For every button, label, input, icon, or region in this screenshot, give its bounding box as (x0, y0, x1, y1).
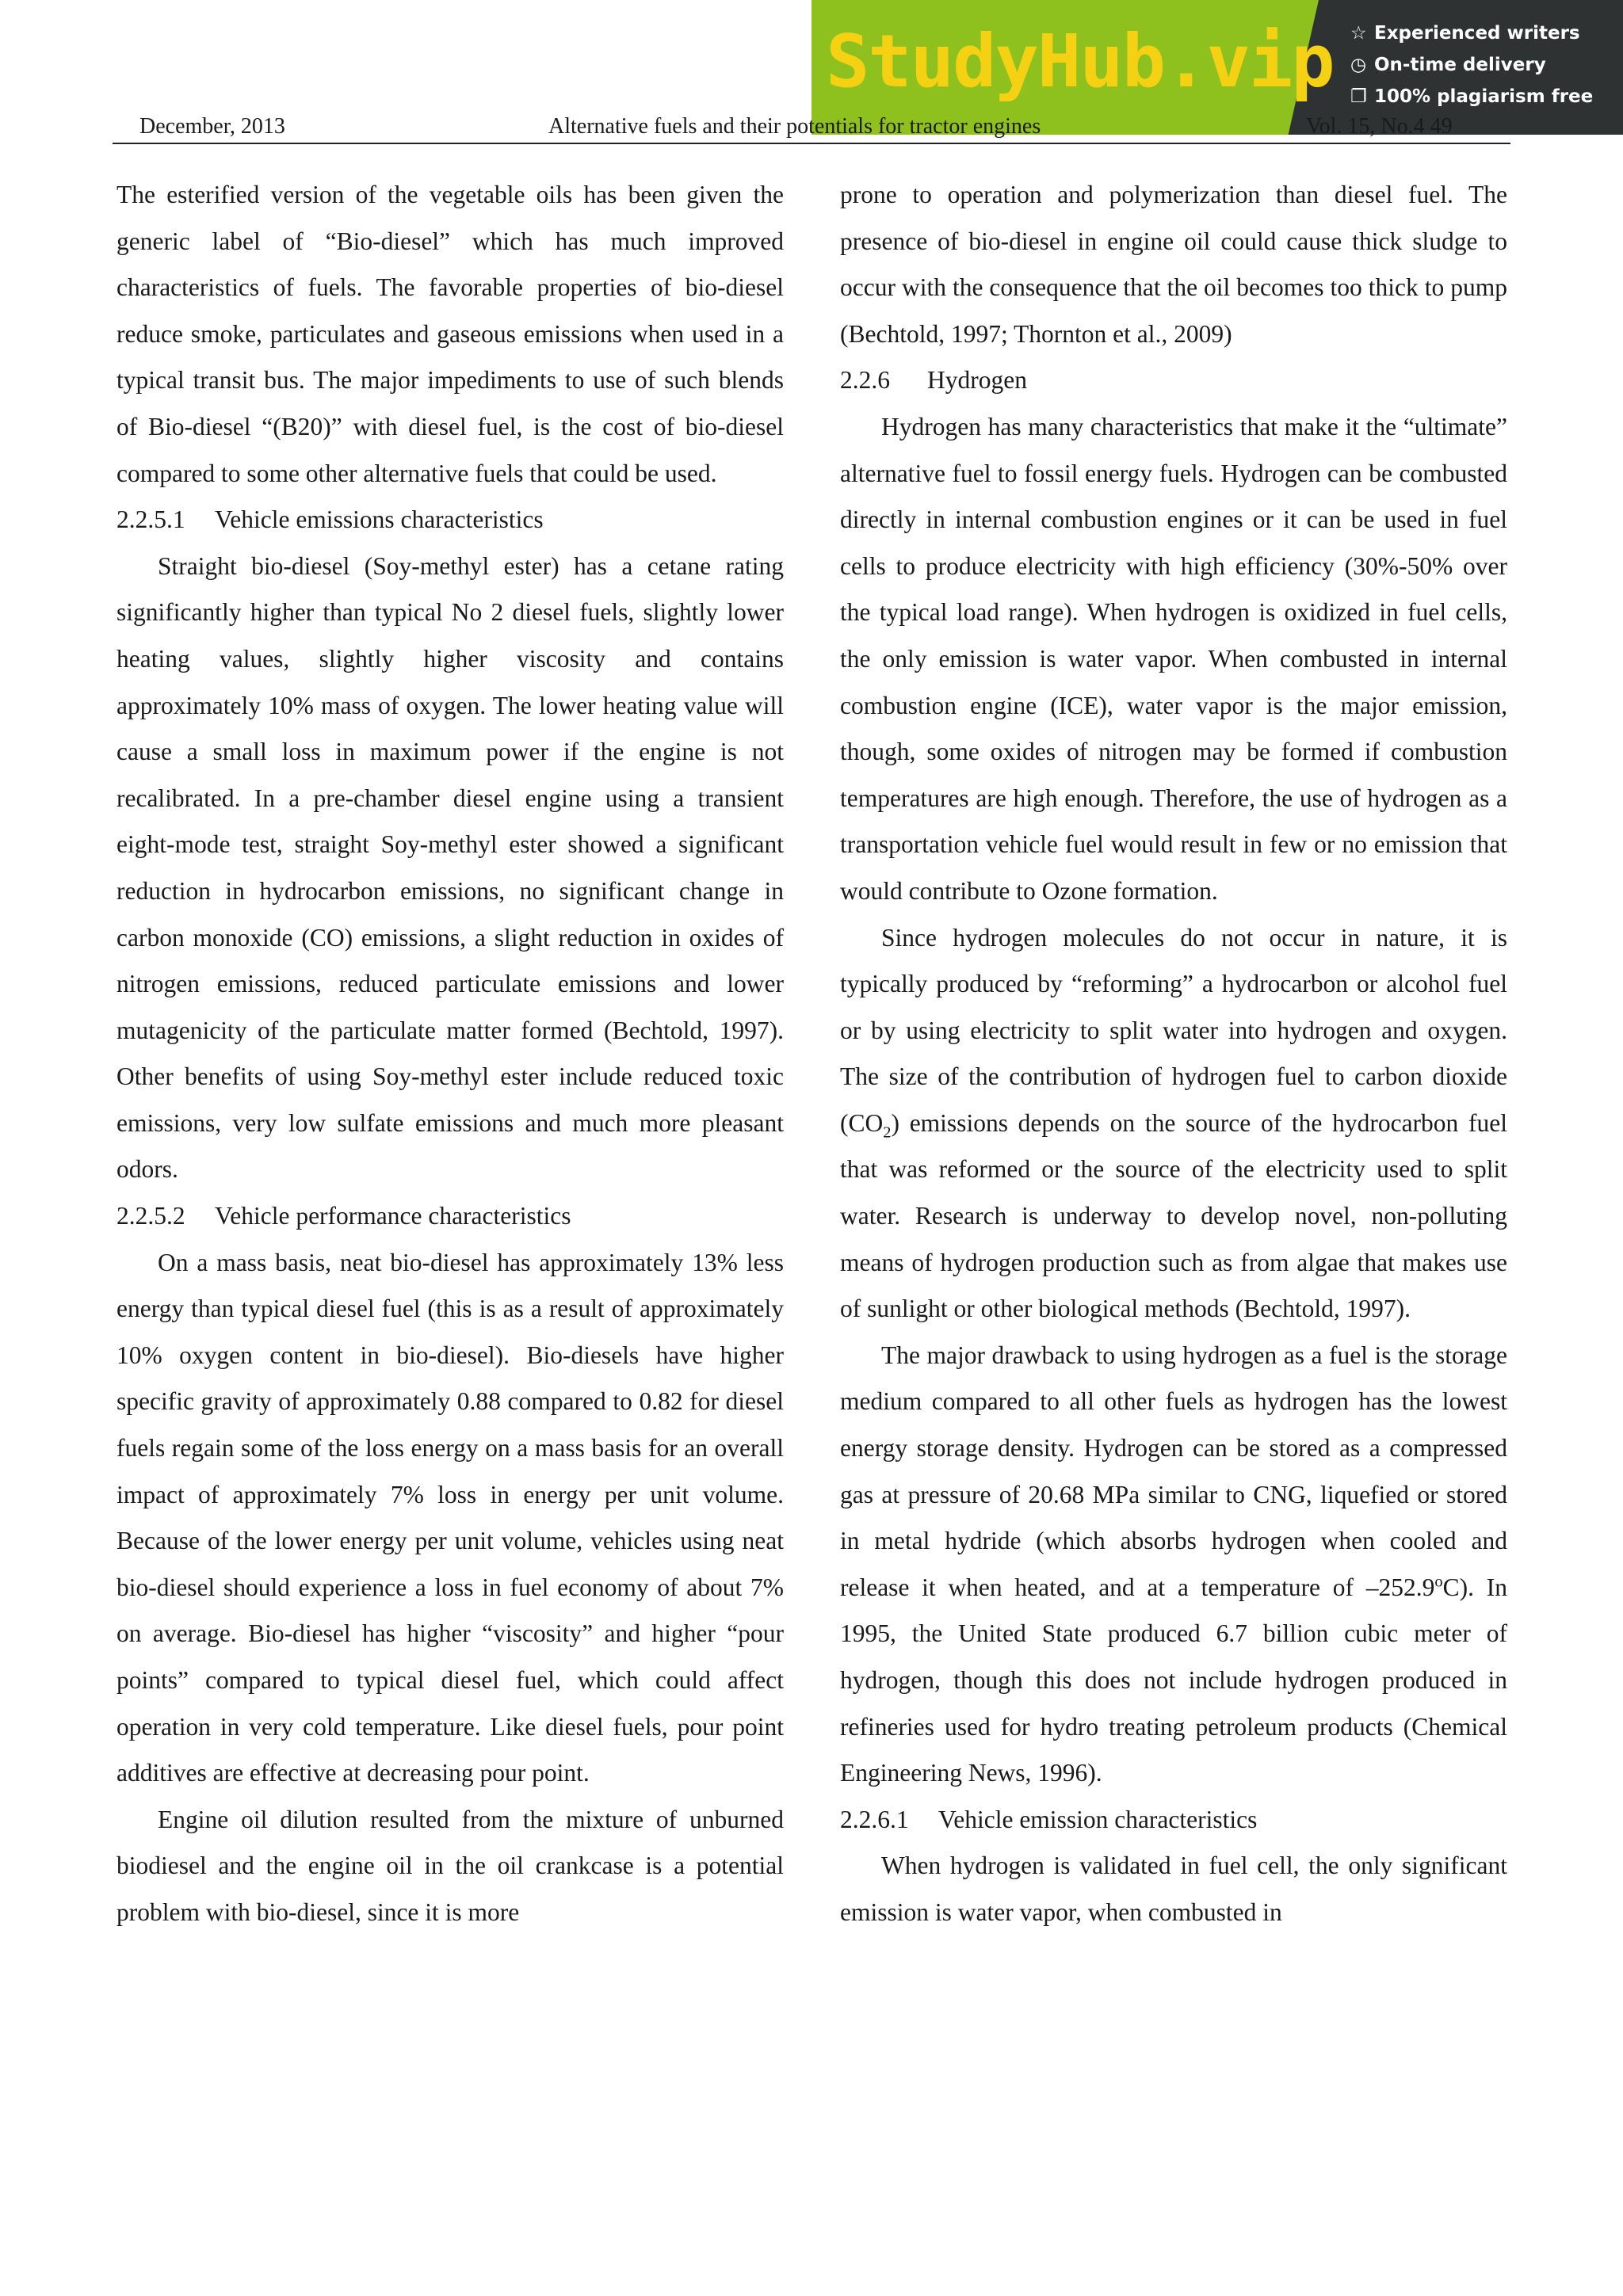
subscript: 2 (883, 1123, 892, 1142)
feature-label: On-time delivery (1374, 55, 1546, 75)
superscript: o (1434, 1573, 1443, 1591)
star-icon: ☆ (1350, 23, 1367, 44)
section-heading-2-2-5-2 (116, 1193, 784, 1240)
paragraph: The esterified version of the vegetable oils has been given the generic label of “Bio-diesel” which has much improved characteristics of fuels. The favorable properties of bio-diesel reduce smoke, particulates and gaseous emissions when used in a typical transit bus. The major impediments to use of such blends of Bio-diesel “(B20)” with diesel fuel, is the cost of bio-diesel compared to some other alternative fuels that could be used. (116, 181, 784, 487)
header-title: Alternative fuels and their potentials for tractor engines (548, 114, 1041, 139)
left-column (116, 172, 784, 1936)
section-title: Vehicle emissions characteristics (215, 505, 544, 534)
studyhub-logo[interactable]: StudyHub.vip (826, 19, 1334, 104)
section-number: 2.2.5.2 (116, 1202, 185, 1230)
text-run: The major drawback to using hydrogen as a fuel is the storage medium compared to all other fuels as hydrogen has the lowest energy storage density. Hydrogen can be stored as a compressed gas at pressure of 20.68 MPa similar to CNG, liquefied or stored in metal hydride (which absorbs hydrogen when cooled and release it when heated, and at a temperature of –252.9 (840, 1341, 1507, 1601)
paragraph: Engine oil dilution resulted from the mixture of unburned biodiesel and the engine oil in the oil crankcase is a potential problem with bio-diesel, since it is more (116, 1805, 784, 1926)
text-run: C). In 1995, the United State produced 6.7 billion cubic meter of hydrogen, though this does not include hydrogen produced in refineries used for hydro treating petroleum products (Chemical Engineering News, 1996). (840, 1573, 1507, 1787)
banner-features (1350, 17, 1620, 113)
feature-label: Experienced writers (1374, 23, 1580, 44)
paragraph (840, 915, 1507, 1333)
right-column (840, 172, 1507, 1936)
paragraph: When hydrogen is validated in fuel cell, the only significant emission is water vapor, when combusted in (840, 1852, 1507, 1926)
feature-on-time-delivery (1350, 49, 1620, 81)
paragraph (840, 1333, 1507, 1797)
section-number: 2.2.6.1 (840, 1805, 909, 1833)
header-date: December, 2013 (139, 114, 285, 139)
section-title: Vehicle performance characteristics (215, 1202, 571, 1230)
paragraph: Straight bio-diesel (Soy-methyl ester) has a cetane rating significantly higher than typical No 2 diesel fuels, slightly lower heating values, slightly higher viscosity and contains approximately 10% mass of oxygen. The lower heating value will cause a small loss in maximum power if the engine is not recalibrated. In a pre-chamber diesel engine using a transient eight-mode test, straight Soy-methyl ester showed a significant reduction in hydrocarbon emissions, no significant change in carbon monoxide (CO) emissions, a slight reduction in oxides of nitrogen emissions, reduced particulate emissions and lower mutagenicity of the particulate matter formed (Bechtold, 1997). Other benefits of using Soy-methyl ester include reduced toxic emissions, very low sulfate emissions and much more pleasant odors. (116, 551, 784, 1184)
header-volume: Vol. 15, No.4 49 (1306, 114, 1453, 139)
clock-icon: ◷ (1350, 55, 1367, 75)
section-heading-2-2-6-1 (840, 1797, 1507, 1844)
feature-plagiarism-free (1350, 81, 1620, 113)
feature-experienced-writers (1350, 17, 1620, 49)
section-title: Vehicle emission characteristics (938, 1805, 1258, 1833)
running-header (113, 109, 1510, 144)
section-number: 2.2.5.1 (116, 505, 185, 534)
feature-label: 100% plagiarism free (1374, 86, 1594, 107)
text-run: Since hydrogen molecules do not occur in nature, it is typically produced by “reforming” a hydrocarbon or alcohol fuel or by using electricity to split water into hydrogen and oxygen. The size of the contribution of hydrogen fuel to carbon dioxide (CO (840, 923, 1507, 1137)
section-title: Hydrogen (927, 366, 1027, 395)
section-heading-2-2-6 (840, 357, 1507, 404)
text-run: ) emissions depends on the source of the hydrocarbon fuel that was reformed or the source of the electricity used to split water. Research is underway to develop novel, non-polluting means of hydrogen production such as from algae that makes use of sunlight or other biological methods (Bechtold, 1997). (840, 1108, 1507, 1323)
section-number: 2.2.6 (840, 366, 890, 395)
section-heading-2-2-5-1 (116, 497, 784, 543)
paragraph: On a mass basis, neat bio-diesel has approximately 13% less energy than typical diesel fuel (this is as a result of approximately 10% oxygen content in bio-diesel). Bio-diesels have higher specific gravity of approximately 0.88 compared to 0.82 for diesel fuels regain some of the loss energy on a mass basis for an overall impact of approximately 7% loss in energy per unit volume. Because of the lower energy per unit volume, vehicles using neat bio-diesel should experience a loss in fuel economy of about 7% on average. Bio-diesel has higher “viscosity” and higher “pour points” compared to typical diesel fuel, which could affect operation in very cold temperature. Like diesel fuels, pour point additives are effective at decreasing pour point. (116, 1248, 784, 1787)
paragraph: Hydrogen has many characteristics that make it the “ultimate” alternative fuel to fossil energy fuels. Hydrogen can be combusted directly in internal combustion engines or it can be used in fuel cells to produce electricity with high efficiency (30%-50% over the typical load range). When hydrogen is oxidized in fuel cells, the only emission is water vapor. When combusted in internal combustion engine (ICE), water vapor is the major emission, though, some oxides of nitrogen may be formed if combustion temperatures are high enough. Therefore, the use of hydrogen as a transportation vehicle fuel would result in few or no emission that would contribute to Ozone formation. (840, 412, 1507, 905)
copy-icon: ❐ (1350, 86, 1367, 107)
paragraph: prone to operation and polymerization than diesel fuel. The presence of bio-diesel in engine oil could cause thick sludge to occur with the consequence that the oil becomes too thick to pump (Bechtold, 1997; Thornton et al., 2009) (840, 181, 1507, 348)
